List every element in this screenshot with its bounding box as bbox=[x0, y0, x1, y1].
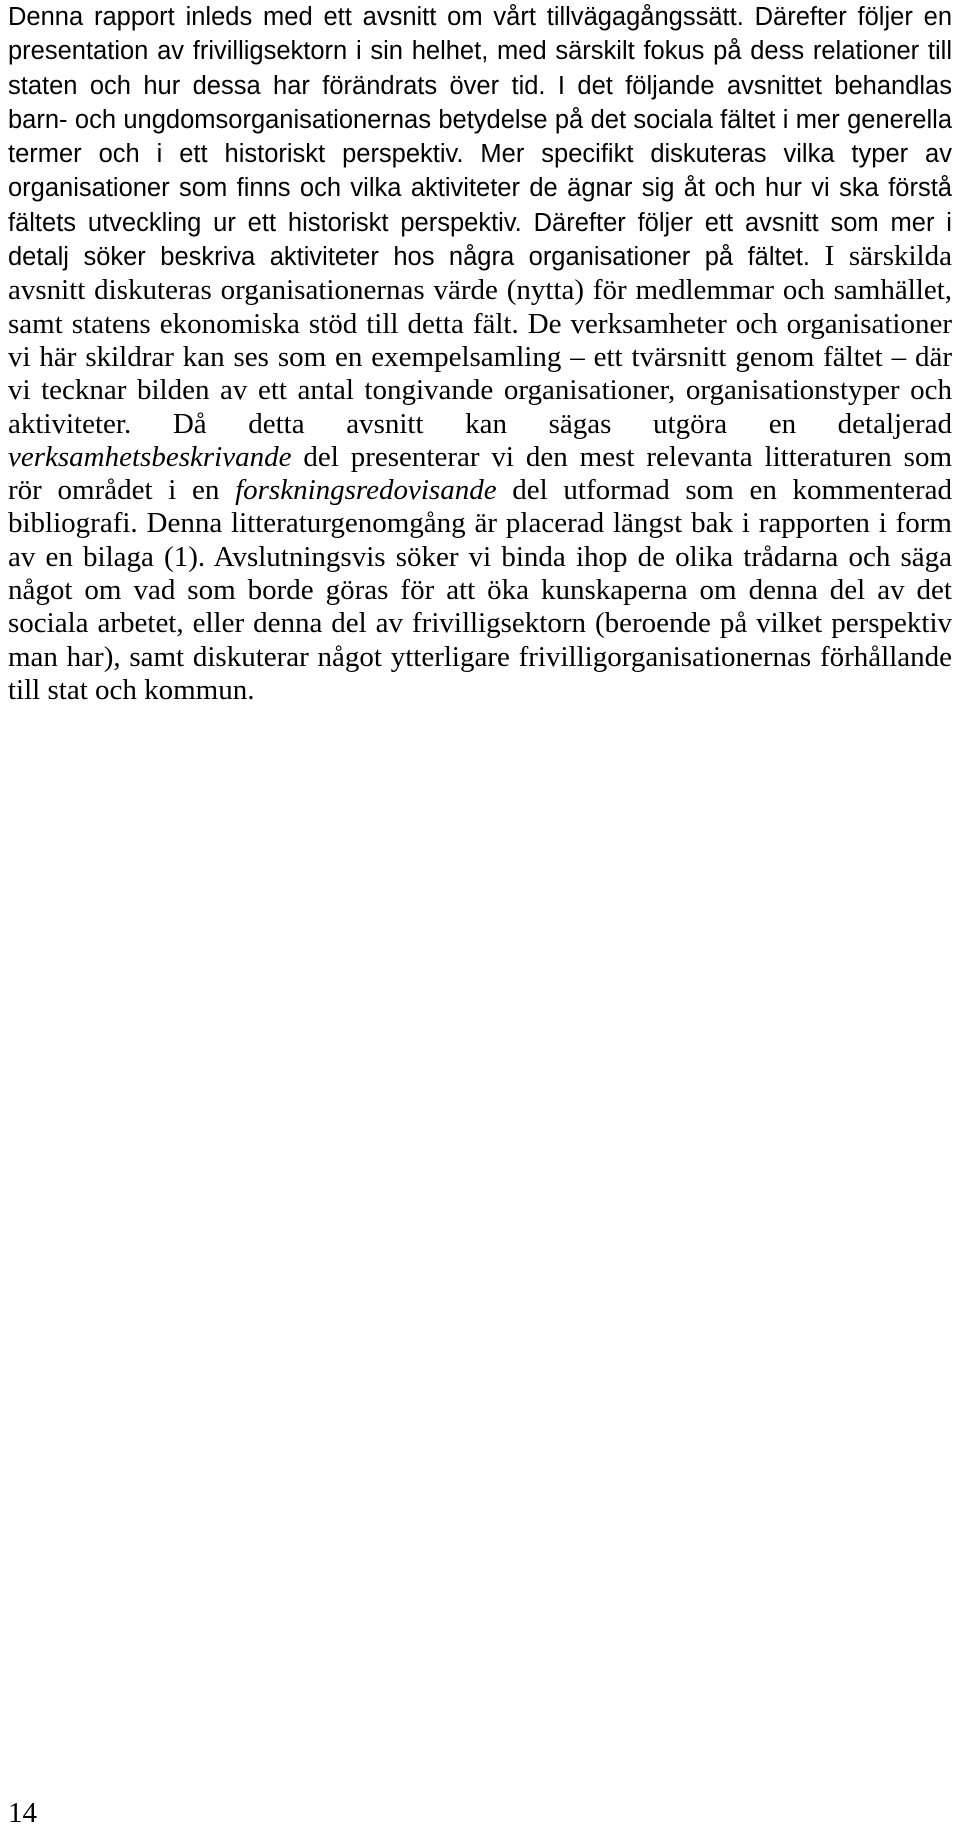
page-number: 14 bbox=[8, 1797, 37, 1829]
sentence-detail-section: Därefter följer ett avsnitt som mer i detalj söker beskriva aktiviteter hos några organisationer på fältet. bbox=[8, 208, 952, 272]
emphasis-verksamhetsbeskrivande: verksamhetsbeskrivande bbox=[8, 440, 292, 473]
sentence-specific: Mer specifikt diskuteras vilka typer av organisationer som finns och vilka aktiviteter de ägnar sig åt och hur vi ska förstå fältets utveckling ur ett historiskt perspektiv. bbox=[8, 140, 952, 237]
sentence-following-section: I det följande avsnittet behandlas barn- och ungdomsorganisationernas betydelse på det sociala fältet i mer generella termer och i ett historiskt perspektiv. bbox=[8, 71, 952, 169]
sentence-descriptive-part: Då detta avsnitt kan sägas utgöra en detaljerad bbox=[131, 407, 952, 440]
sentence-intro: Denna rapport inleds med ett avsnitt om vårt tillvägagångssätt. Därefter följer en presentation av frivilligsektorn i sin helhet, med särskilt fokus på dess relationer till staten och hur dessa har förändrats över tid. bbox=[8, 3, 952, 100]
emphasis-forskningsredovisande: forskningsredovisande bbox=[235, 474, 497, 507]
sentence-literature: del presenterar vi den mest relevanta litteraturen som rör området i en bbox=[8, 440, 952, 507]
sentence-conclusion: del utformad som en kommenterad bibliografi. Denna litteraturgenomgång är placerad längst bak i rapporten i form av en bilaga (1). Avslutningsvis söker vi binda ihop de olika trådarna och säga något om vad som borde göras för att öka kunskaperna om denna del av det sociala arbetet, eller denna del av frivilligsektorn (beroende på vilket perspektiv man har), samt diskuterar något ytterligare frivilligorganisationernas förhållande till stat och kommun. bbox=[8, 474, 952, 706]
sentence-special-sections: I särskilda avsnitt diskuteras organisationernas värde (nytta) för medlemmar och samhället, samt statens ekonomiska stöd till detta fält. bbox=[8, 240, 952, 340]
sentence-activities: De verksamheter och organisationer vi här skildrar kan ses som en exempelsamling – ett tvärsnitt genom fältet – där vi tecknar bilden av ett antal tongivande organisationer, organisationstyper och aktiviteter. bbox=[8, 307, 952, 440]
body-paragraph bbox=[8, 0, 952, 707]
